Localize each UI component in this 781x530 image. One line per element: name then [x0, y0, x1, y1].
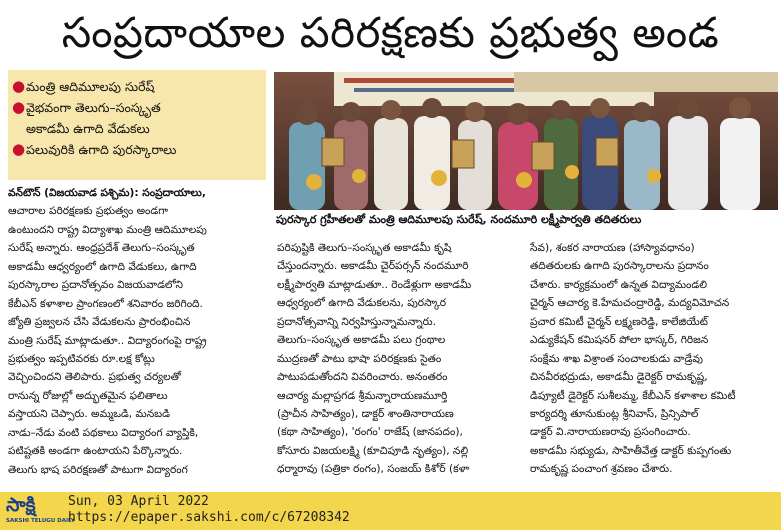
article-line: ఆధ్వర్యంలో ఉగాది వేడుకలను, పురస్కార — [277, 297, 447, 310]
headline: సంప్రదాయాల పరిరక్షణకు ప్రభుత్వ అండ — [61, 8, 720, 57]
photo-caption: పురస్కార గ్రహీతలతో మంత్రి ఆదిమూలపు సురేష్, నందమూరి లక్ష్మీపార్వతి తదితరులు — [276, 213, 642, 226]
article-line: సేవ), శంకర నారాయణ (హాస్యావధానం) — [530, 242, 695, 254]
highlight-text: మంత్రి ఆదిమూలపు సురేష్ — [26, 79, 155, 94]
article-line: ప్రభుత్వం ఇప్పటివరకు రూ.లక్ష కోట్లు — [8, 352, 155, 365]
highlight-item — [12, 139, 258, 160]
article-line: నాడు–నేడు వంటి పథకాలు విద్యారంగ వ్యాప్తికి, — [8, 426, 199, 439]
article-line: ముద్రణతో పాటు భాషా పరిరక్షణకు సైతం — [277, 352, 442, 365]
article-line: చేస్తుందన్నారు. అకాడమీ చైర్‌పర్సన్‌ నందమూరి — [277, 260, 469, 273]
article-line: తెలుగు–సంస్కృత అకాడమీ పలు గ్రంథాల — [277, 334, 446, 347]
article-line: అకాడమీ ఆధ్వర్యంలో ఉగాది వేడుకలు, ఉగాది — [8, 260, 197, 273]
article-line: (ప్రాచీన సాహిత్యం), డాక్టర్‌ శాంతినారాయణ — [277, 407, 454, 420]
logo-wordmark: సాక్షి — [6, 494, 36, 516]
article-line: ప్రచార కమిటీ చైర్మన్‌ లక్ష్మణరెడ్డి, కాలేజియేట్‌ — [530, 315, 708, 328]
highlights-box — [8, 70, 266, 180]
article-line: కార్యదర్శి తూనుకుంట్ల శ్రీనివాస్‌, ప్రిన్సిపాల్‌ — [530, 407, 699, 420]
logo-subtext: SAKSHI TELUGU DAILY — [6, 518, 75, 524]
highlight-text: పలువురికి ఉగాది పురస్కారాలు — [26, 142, 177, 157]
article-line: మంత్రి సురేష్‌ మాట్లాడుతూ.. విద్యారంగంపై రాష్ట్ర — [8, 334, 207, 347]
article-line: రామకృష్ణ పంచాంగ శ్రవణం చేశారు. — [530, 463, 673, 476]
article-line: ఎడ్యుకేషన్‌ కమిషనర్‌ పోలా భాస్కర్‌, గిరిజన — [530, 334, 709, 347]
article-line: చినవీరభద్రుడు, అకాడమీ డైరెక్టర్‌ రామకృష్ణ, — [530, 371, 708, 384]
article-line: ధర్మారావు (పత్రికా రంగం), సంజయ్‌ కిశోర్‌ (కళా — [277, 463, 470, 476]
article-line: రానున్న రోజుల్లో అద్భుతమైన ఫలితాలు — [8, 389, 168, 402]
article-column-2 — [277, 239, 509, 479]
article-line: జ్యోతి ప్రజ్వలన చేసి వేడుకలను ప్రారంభించిన — [8, 316, 191, 329]
photo-illustration — [274, 72, 778, 210]
article-line: డిప్యూటీ డైరెక్టర్‌ సుశీలమ్మ, కేబీఎన్‌ కళాశాల కమిటీ — [530, 389, 736, 402]
article-column-1 — [8, 184, 266, 479]
bullet-icon: ● — [12, 77, 26, 95]
article-line: పురస్కారాల ప్రదానోత్సవం విజయవాడలోని — [8, 279, 183, 292]
article-line: పాటుపడుతోందని వివరించారు. అనంతరం — [277, 371, 448, 384]
bullet-icon: ● — [12, 98, 26, 116]
news-photo — [274, 72, 778, 210]
sakshi-logo — [4, 494, 75, 528]
article-line: తదితరులకు ఉగాది పురస్కారాలను ప్రదానం — [530, 260, 709, 273]
article-line: సురేష్‌ అన్నారు. ఆంధ్రప్రదేశ్‌ తెలుగు–సంస్కృత — [8, 242, 195, 255]
article-line: డాక్టర్‌ వి.నారాయణరావు ప్రసంగించారు. — [530, 426, 691, 439]
article-line: లక్ష్మీపార్వతి మాట్లాడుతూ.. రెండేళ్లుగా అకాడమీ — [277, 278, 472, 291]
edition-date: Sun, 03 April 2022 — [68, 494, 209, 509]
article-line: వెచ్చించిందని తెలిపారు. ప్రభుత్వ చర్యలతో — [8, 371, 181, 384]
footer-bar — [0, 492, 781, 530]
article-line: వన్‌టౌన్‌ (విజయవాడ పశ్చిమ): సంప్రదాయాలు, — [8, 187, 206, 199]
article-line: (కథా సాహిత్యం), 'రంగం' రాజేష్‌ (జానపదం), — [277, 426, 463, 439]
article-line: కోసూరు విజయలక్ష్మి (కూచిపూడి నృత్యం), నల్లి — [277, 444, 469, 457]
article-line: చైర్మన్‌ ఆచార్య కె.హేమచంద్రారెడ్డి, మద్యవిమోచన — [530, 297, 730, 310]
epaper-link[interactable]: https://epaper.sakshi.com/c/67208342 — [68, 510, 350, 525]
article-line: పటిష్టతకి అండగా ఉంటాయని పేర్కొన్నారు. — [8, 445, 183, 458]
article-line: చేశారు. కార్యక్రమంలో ఉన్నత విద్యామండలి — [530, 278, 708, 291]
article-line: ఆచారాల పరిరక్షణకు ప్రభుత్వం అండగా — [8, 205, 169, 218]
article-line: అకాడమీ సభ్యుడు, సాహితీవేత్త డాక్టర్‌ కుప్పగంతు — [530, 444, 732, 457]
bullet-icon: ● — [12, 140, 26, 158]
article-line: ఆచార్య మల్లాప్రగడ శ్రీమన్నారాయణమూర్తి — [277, 389, 448, 402]
highlight-item — [12, 76, 258, 97]
article-line: వస్తాయని చెప్పారు. అమ్మఒడి, మనబడి — [8, 408, 170, 421]
highlight-item — [12, 118, 258, 139]
article-line: ప్రదానోత్సవాన్ని నిర్వహిస్తున్నామన్నారు. — [277, 315, 436, 328]
highlight-text: అకాడమీ ఉగాది వేడుకలు — [26, 121, 150, 136]
article-line: ఉంటుందని రాష్ట్ర విద్యాశాఖ మంత్రి ఆదిమూలపు — [8, 223, 207, 236]
article-column-3 — [530, 239, 776, 479]
article-line: తెలుగు భాష పరిరక్షణతో పాటుగా విద్యారంగ — [8, 463, 188, 476]
highlight-item — [12, 97, 258, 118]
article-line: కేబీఎన్‌ కళాశాల ప్రాంగణంలో శనివారం జరిగింది. — [8, 297, 203, 310]
article-line: సంక్షేమ శాఖ విశ్రాంత సంచాలకుడు వాడ్రేవు — [530, 352, 703, 365]
highlight-text: వైభవంగా తెలుగు–సంస్కృత — [26, 100, 161, 115]
article-line: పరిపుష్టికి తెలుగు–సంస్కృత అకాడమీ కృషి — [277, 242, 452, 254]
